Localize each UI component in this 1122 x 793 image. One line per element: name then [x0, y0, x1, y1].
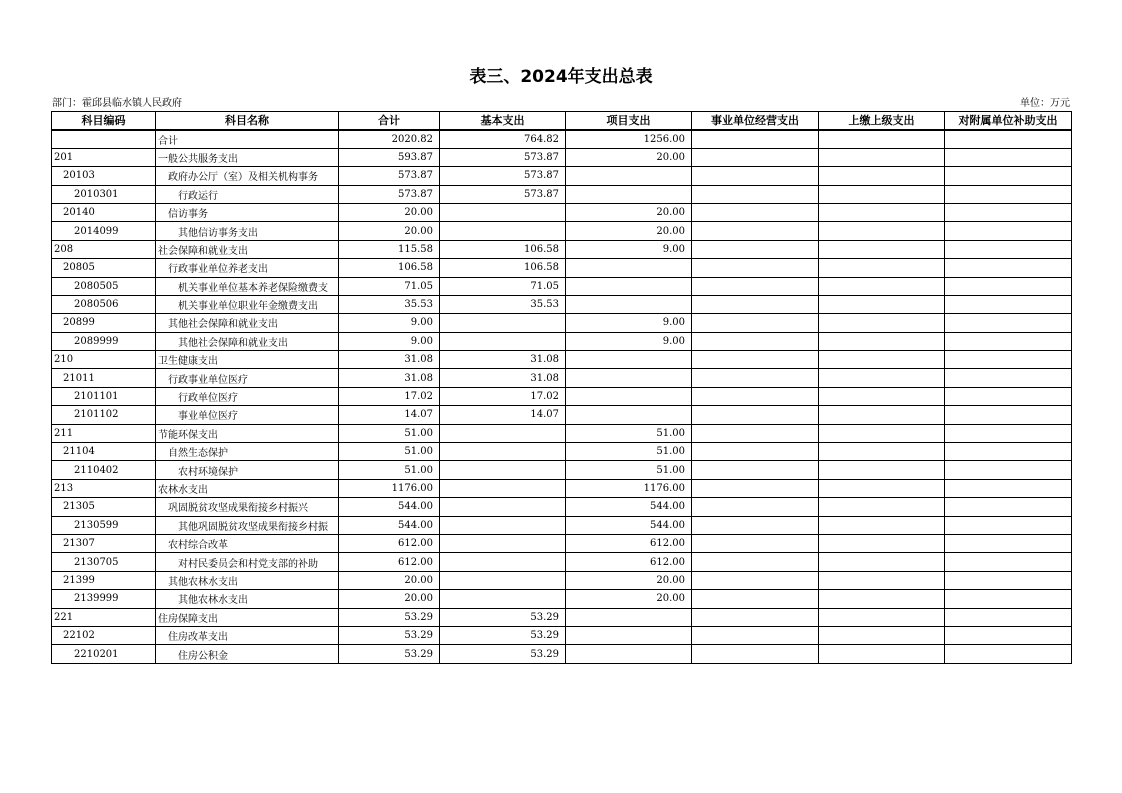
- subject-code-cell: 2210201: [52, 645, 156, 663]
- basic-cell: 573.87: [440, 167, 566, 185]
- table-row: [52, 443, 1072, 461]
- subject-code-cell: 201: [52, 148, 156, 166]
- total-cell: 106.58: [339, 259, 440, 277]
- project-cell: 544.00: [566, 516, 692, 534]
- unit-label: 单位：万元: [1020, 98, 1070, 109]
- business-cell: [692, 534, 819, 552]
- subject-code-cell: 2010301: [52, 185, 156, 203]
- project-cell: 20.00: [566, 148, 692, 166]
- total-cell: 31.08: [339, 369, 440, 387]
- subsidy-cell: [945, 553, 1072, 571]
- subsidy-cell: [945, 240, 1072, 258]
- basic-cell: [440, 534, 566, 552]
- upper-cell: [819, 516, 945, 534]
- basic-cell: [440, 571, 566, 589]
- basic-cell: 14.07: [440, 406, 566, 424]
- project-cell: 1176.00: [566, 479, 692, 497]
- business-cell: [692, 369, 819, 387]
- table-row: [52, 240, 1072, 258]
- table-row: [52, 351, 1072, 369]
- subsidy-cell: [945, 387, 1072, 405]
- subject-name-cell: 巩固脱贫攻坚成果衔接乡村振兴: [156, 498, 339, 516]
- total-cell: 35.53: [339, 295, 440, 313]
- project-cell: [566, 626, 692, 644]
- total-cell: 53.29: [339, 608, 440, 626]
- upper-cell: [819, 406, 945, 424]
- subsidy-cell: [945, 167, 1072, 185]
- subject-name-cell: 信访事务: [156, 203, 339, 221]
- total-cell: 20.00: [339, 571, 440, 589]
- upper-cell: [819, 314, 945, 332]
- subject-code-cell: 2130705: [52, 553, 156, 571]
- project-cell: 612.00: [566, 553, 692, 571]
- total-cell: 17.02: [339, 387, 440, 405]
- total-cell: 51.00: [339, 461, 440, 479]
- upper-cell: [819, 332, 945, 350]
- project-cell: 9.00: [566, 332, 692, 350]
- subsidy-cell: [945, 203, 1072, 221]
- business-cell: [692, 351, 819, 369]
- total-cell: 20.00: [339, 222, 440, 240]
- basic-cell: 764.82: [440, 130, 566, 148]
- subsidy-cell: [945, 443, 1072, 461]
- total-cell: 53.29: [339, 626, 440, 644]
- table-row: [52, 295, 1072, 313]
- basic-cell: 35.53: [440, 295, 566, 313]
- business-cell: [692, 645, 819, 663]
- subject-code-cell: 2080505: [52, 277, 156, 295]
- subsidy-cell: [945, 479, 1072, 497]
- upper-cell: [819, 167, 945, 185]
- basic-cell: [440, 479, 566, 497]
- basic-cell: [440, 590, 566, 608]
- subject-name-cell: 行政运行: [156, 185, 339, 203]
- table-row: [52, 424, 1072, 442]
- subject-name-cell: 其他巩固脱贫攻坚成果衔接乡村振: [156, 516, 339, 534]
- subject-name-cell: 其他信访事务支出: [156, 222, 339, 240]
- header-subject-code: 科目编码: [52, 112, 156, 130]
- table-row: [52, 185, 1072, 203]
- basic-cell: [440, 203, 566, 221]
- upper-cell: [819, 295, 945, 313]
- business-cell: [692, 479, 819, 497]
- basic-cell: [440, 424, 566, 442]
- business-cell: [692, 167, 819, 185]
- project-cell: [566, 387, 692, 405]
- subject-name-cell: 卫生健康支出: [156, 351, 339, 369]
- subsidy-cell: [945, 516, 1072, 534]
- subject-code-cell: 210: [52, 351, 156, 369]
- total-cell: 573.87: [339, 185, 440, 203]
- business-cell: [692, 608, 819, 626]
- upper-cell: [819, 479, 945, 497]
- upper-cell: [819, 148, 945, 166]
- subsidy-cell: [945, 295, 1072, 313]
- basic-cell: 573.87: [440, 185, 566, 203]
- project-cell: 1256.00: [566, 130, 692, 148]
- project-cell: 20.00: [566, 571, 692, 589]
- subject-code-cell: [52, 130, 156, 148]
- project-cell: [566, 167, 692, 185]
- project-cell: 51.00: [566, 424, 692, 442]
- subsidy-cell: [945, 406, 1072, 424]
- total-cell: 9.00: [339, 332, 440, 350]
- subject-code-cell: 21305: [52, 498, 156, 516]
- subject-code-cell: 2130599: [52, 516, 156, 534]
- table-row: [52, 406, 1072, 424]
- business-cell: [692, 590, 819, 608]
- table-row: [52, 645, 1072, 663]
- department-label: 部门：霍邱县临水镇人民政府: [52, 98, 182, 109]
- project-cell: 612.00: [566, 534, 692, 552]
- upper-cell: [819, 369, 945, 387]
- upper-cell: [819, 222, 945, 240]
- subject-name-cell: 行政单位医疗: [156, 387, 339, 405]
- basic-cell: [440, 461, 566, 479]
- subject-code-cell: 208: [52, 240, 156, 258]
- basic-cell: 106.58: [440, 240, 566, 258]
- subject-code-cell: 2110402: [52, 461, 156, 479]
- business-cell: [692, 277, 819, 295]
- business-cell: [692, 387, 819, 405]
- table-row: [52, 314, 1072, 332]
- upper-cell: [819, 553, 945, 571]
- upper-cell: [819, 277, 945, 295]
- header-total: 合计: [339, 112, 440, 130]
- subject-name-cell: 住房公积金: [156, 645, 339, 663]
- subject-code-cell: 211: [52, 424, 156, 442]
- subject-name-cell: 一般公共服务支出: [156, 148, 339, 166]
- page-title: 表三、2024年支出总表: [469, 67, 653, 87]
- business-cell: [692, 443, 819, 461]
- table-row: [52, 203, 1072, 221]
- upper-cell: [819, 130, 945, 148]
- project-cell: [566, 259, 692, 277]
- table-row: [52, 130, 1072, 148]
- business-cell: [692, 461, 819, 479]
- subject-name-cell: 住房保障支出: [156, 608, 339, 626]
- subject-code-cell: 21307: [52, 534, 156, 552]
- subsidy-cell: [945, 590, 1072, 608]
- project-cell: [566, 185, 692, 203]
- header-upper-remittance: 上缴上级支出: [819, 112, 945, 130]
- subsidy-cell: [945, 608, 1072, 626]
- subject-code-cell: 21011: [52, 369, 156, 387]
- subsidy-cell: [945, 314, 1072, 332]
- business-cell: [692, 148, 819, 166]
- project-cell: [566, 277, 692, 295]
- table-header-row: [52, 112, 1072, 130]
- total-cell: 53.29: [339, 645, 440, 663]
- subject-name-cell: 行政事业单位养老支出: [156, 259, 339, 277]
- subsidy-cell: [945, 645, 1072, 663]
- total-cell: 612.00: [339, 553, 440, 571]
- total-cell: 115.58: [339, 240, 440, 258]
- project-cell: 9.00: [566, 240, 692, 258]
- upper-cell: [819, 645, 945, 663]
- subsidy-cell: [945, 571, 1072, 589]
- basic-cell: 17.02: [440, 387, 566, 405]
- table-row: [52, 148, 1072, 166]
- subject-name-cell: 对村民委员会和村党支部的补助: [156, 553, 339, 571]
- subject-code-cell: 2101101: [52, 387, 156, 405]
- upper-cell: [819, 608, 945, 626]
- business-cell: [692, 424, 819, 442]
- basic-cell: [440, 498, 566, 516]
- table-row: [52, 626, 1072, 644]
- subject-code-cell: 21399: [52, 571, 156, 589]
- upper-cell: [819, 259, 945, 277]
- subject-code-cell: 2089999: [52, 332, 156, 350]
- subject-name-cell: 其他社会保障和就业支出: [156, 332, 339, 350]
- subsidy-cell: [945, 351, 1072, 369]
- total-cell: 612.00: [339, 534, 440, 552]
- project-cell: 20.00: [566, 203, 692, 221]
- table-row: [52, 259, 1072, 277]
- project-cell: [566, 406, 692, 424]
- subject-code-cell: 221: [52, 608, 156, 626]
- subject-name-cell: 自然生态保护: [156, 443, 339, 461]
- total-cell: 20.00: [339, 203, 440, 221]
- business-cell: [692, 259, 819, 277]
- header-subsidy: 对附属单位补助支出: [945, 112, 1072, 130]
- subject-name-cell: 农村综合改革: [156, 534, 339, 552]
- subsidy-cell: [945, 148, 1072, 166]
- subject-code-cell: 2101102: [52, 406, 156, 424]
- business-cell: [692, 185, 819, 203]
- business-cell: [692, 406, 819, 424]
- project-cell: [566, 295, 692, 313]
- table-row: [52, 277, 1072, 295]
- subject-code-cell: 213: [52, 479, 156, 497]
- subsidy-cell: [945, 332, 1072, 350]
- subsidy-cell: [945, 534, 1072, 552]
- subject-name-cell: 住房改革支出: [156, 626, 339, 644]
- total-cell: 9.00: [339, 314, 440, 332]
- subsidy-cell: [945, 259, 1072, 277]
- subject-name-cell: 机关事业单位职业年金缴费支出: [156, 295, 339, 313]
- subject-name-cell: 机关事业单位基本养老保险缴费支: [156, 277, 339, 295]
- basic-cell: 53.29: [440, 645, 566, 663]
- basic-cell: 53.29: [440, 608, 566, 626]
- subject-name-cell: 合计: [156, 130, 339, 148]
- subject-name-cell: 其他农林水支出: [156, 571, 339, 589]
- subject-code-cell: 22102: [52, 626, 156, 644]
- business-cell: [692, 314, 819, 332]
- upper-cell: [819, 424, 945, 442]
- table-row: [52, 222, 1072, 240]
- table-row: [52, 516, 1072, 534]
- subsidy-cell: [945, 130, 1072, 148]
- table-row: [52, 167, 1072, 185]
- upper-cell: [819, 571, 945, 589]
- table-row: [52, 369, 1072, 387]
- subsidy-cell: [945, 277, 1072, 295]
- upper-cell: [819, 498, 945, 516]
- subject-name-cell: 政府办公厅（室）及相关机构事务: [156, 167, 339, 185]
- subsidy-cell: [945, 461, 1072, 479]
- basic-cell: 53.29: [440, 626, 566, 644]
- table-row: [52, 479, 1072, 497]
- total-cell: 544.00: [339, 516, 440, 534]
- project-cell: 20.00: [566, 590, 692, 608]
- basic-cell: [440, 332, 566, 350]
- subject-name-cell: 事业单位医疗: [156, 406, 339, 424]
- table-row: [52, 553, 1072, 571]
- subject-code-cell: 2139999: [52, 590, 156, 608]
- subject-code-cell: 2014099: [52, 222, 156, 240]
- subject-name-cell: 其他农林水支出: [156, 590, 339, 608]
- total-cell: 1176.00: [339, 479, 440, 497]
- total-cell: 593.87: [339, 148, 440, 166]
- project-cell: 20.00: [566, 222, 692, 240]
- total-cell: 14.07: [339, 406, 440, 424]
- basic-cell: [440, 222, 566, 240]
- upper-cell: [819, 185, 945, 203]
- upper-cell: [819, 351, 945, 369]
- subject-code-cell: 20103: [52, 167, 156, 185]
- basic-cell: 573.87: [440, 148, 566, 166]
- project-cell: 51.00: [566, 443, 692, 461]
- table-row: [52, 387, 1072, 405]
- project-cell: [566, 351, 692, 369]
- table-body: [52, 130, 1072, 663]
- table-row: [52, 332, 1072, 350]
- basic-cell: 31.08: [440, 369, 566, 387]
- business-cell: [692, 130, 819, 148]
- subsidy-cell: [945, 369, 1072, 387]
- subject-code-cell: 20899: [52, 314, 156, 332]
- total-cell: 2020.82: [339, 130, 440, 148]
- subject-code-cell: 20805: [52, 259, 156, 277]
- expenditure-table: [51, 111, 1072, 664]
- basic-cell: [440, 443, 566, 461]
- table-row: [52, 590, 1072, 608]
- header-subject-name: 科目名称: [156, 112, 339, 130]
- subject-code-cell: 2080506: [52, 295, 156, 313]
- project-cell: [566, 645, 692, 663]
- subsidy-cell: [945, 626, 1072, 644]
- basic-cell: [440, 516, 566, 534]
- header-basic-expenditure: 基本支出: [440, 112, 566, 130]
- business-cell: [692, 626, 819, 644]
- business-cell: [692, 295, 819, 313]
- project-cell: 544.00: [566, 498, 692, 516]
- project-cell: 51.00: [566, 461, 692, 479]
- total-cell: 573.87: [339, 167, 440, 185]
- table-row: [52, 571, 1072, 589]
- table-row: [52, 461, 1072, 479]
- table-row: [52, 608, 1072, 626]
- subsidy-cell: [945, 185, 1072, 203]
- total-cell: 51.00: [339, 424, 440, 442]
- business-cell: [692, 498, 819, 516]
- total-cell: 71.05: [339, 277, 440, 295]
- subject-name-cell: 农林水支出: [156, 479, 339, 497]
- subject-name-cell: 行政事业单位医疗: [156, 369, 339, 387]
- project-cell: [566, 369, 692, 387]
- total-cell: 20.00: [339, 590, 440, 608]
- basic-cell: 31.08: [440, 351, 566, 369]
- project-cell: [566, 608, 692, 626]
- upper-cell: [819, 590, 945, 608]
- business-cell: [692, 571, 819, 589]
- subject-name-cell: 节能环保支出: [156, 424, 339, 442]
- upper-cell: [819, 203, 945, 221]
- business-cell: [692, 222, 819, 240]
- basic-cell: 71.05: [440, 277, 566, 295]
- subject-name-cell: 其他社会保障和就业支出: [156, 314, 339, 332]
- subject-name-cell: 社会保障和就业支出: [156, 240, 339, 258]
- upper-cell: [819, 461, 945, 479]
- subject-code-cell: 20140: [52, 203, 156, 221]
- business-cell: [692, 203, 819, 221]
- upper-cell: [819, 240, 945, 258]
- upper-cell: [819, 387, 945, 405]
- subsidy-cell: [945, 498, 1072, 516]
- total-cell: 544.00: [339, 498, 440, 516]
- header-business-expenditure: 事业单位经营支出: [692, 112, 819, 130]
- basic-cell: 106.58: [440, 259, 566, 277]
- business-cell: [692, 553, 819, 571]
- upper-cell: [819, 626, 945, 644]
- table-row: [52, 498, 1072, 516]
- business-cell: [692, 516, 819, 534]
- subsidy-cell: [945, 222, 1072, 240]
- subject-name-cell: 农村环境保护: [156, 461, 339, 479]
- business-cell: [692, 332, 819, 350]
- table-row: [52, 534, 1072, 552]
- subject-code-cell: 21104: [52, 443, 156, 461]
- total-cell: 31.08: [339, 351, 440, 369]
- basic-cell: [440, 553, 566, 571]
- basic-cell: [440, 314, 566, 332]
- project-cell: 9.00: [566, 314, 692, 332]
- business-cell: [692, 240, 819, 258]
- upper-cell: [819, 443, 945, 461]
- upper-cell: [819, 534, 945, 552]
- total-cell: 51.00: [339, 443, 440, 461]
- header-project-expenditure: 项目支出: [566, 112, 692, 130]
- subsidy-cell: [945, 424, 1072, 442]
